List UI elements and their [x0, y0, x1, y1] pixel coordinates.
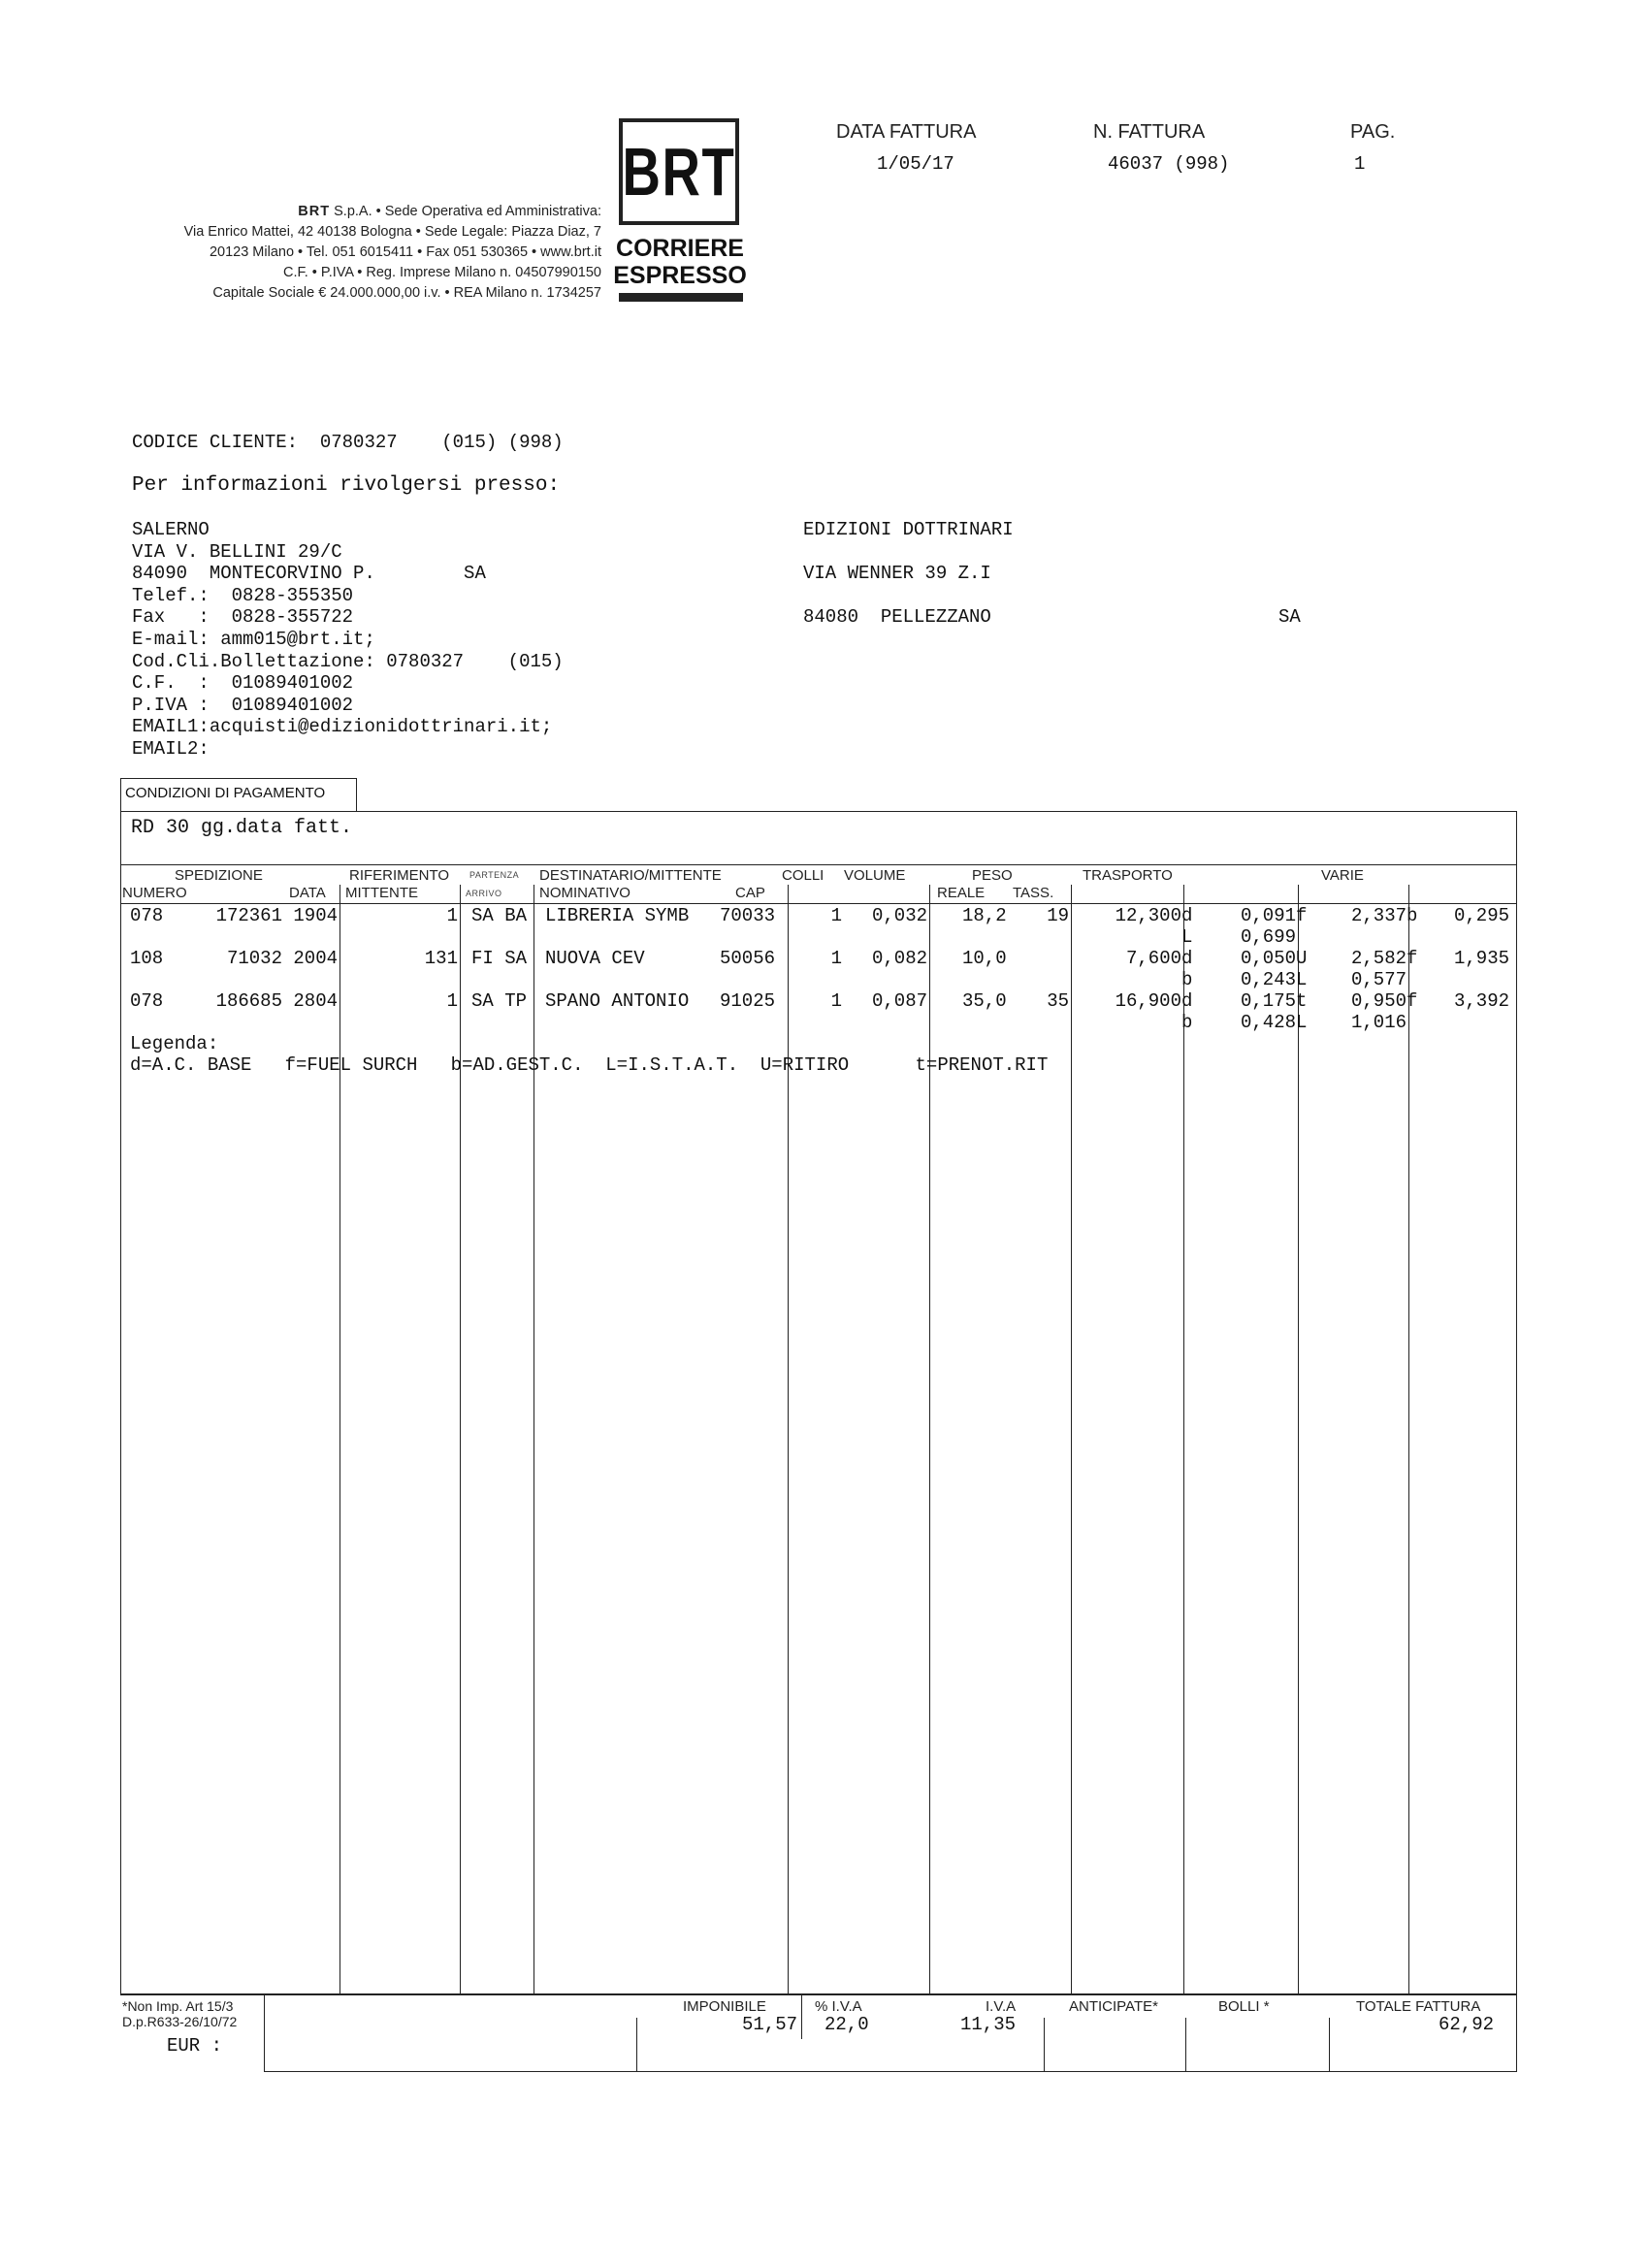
- cell-code: f: [1406, 990, 1418, 1012]
- office-line: Cod.Cli.Bollettazione: 0780327 (015): [132, 650, 564, 672]
- col-nominativo: NOMINATIVO: [539, 885, 630, 901]
- logo-sub-line: ESPRESSO: [613, 262, 747, 289]
- office-line: EMAIL2:: [132, 737, 210, 760]
- totals-divider: [1185, 2018, 1186, 2072]
- office-line: C.F. : 01089401002: [132, 672, 354, 695]
- office-line: Telef.: 0828-355350: [132, 584, 354, 606]
- cell-numero-data: 186685 2804: [215, 990, 338, 1012]
- cell-code: b: [1181, 969, 1193, 990]
- cell-partenza-arrivo: FI SA: [471, 948, 528, 969]
- office-line: E-mail: amm015@brt.it;: [132, 628, 375, 650]
- recipient-name: EDIZIONI DOTTRINARI: [803, 519, 1014, 540]
- cell-peso-reale: 35,0: [962, 990, 1007, 1012]
- info-line: Per informazioni rivolgersi presso:: [132, 474, 561, 497]
- col-divider: [1408, 885, 1409, 1994]
- table-row: [130, 905, 163, 926]
- cell-partenza-arrivo: SA TP: [471, 990, 528, 1012]
- cell-trasporto: 12,300: [1115, 905, 1181, 926]
- office-line: EMAIL1:acquisti@edizionidottrinari.it;: [132, 716, 553, 738]
- col-colli: COLLI: [782, 867, 824, 884]
- cell-code: f: [1406, 948, 1418, 969]
- iva-label: I.V.A: [986, 1998, 1017, 2015]
- cell-varie-1: 0,091: [1240, 905, 1296, 926]
- office-line: Fax : 0828-355722: [132, 606, 354, 629]
- office-line: SALERNO: [132, 519, 210, 540]
- cell-peso-tass: 35: [1047, 990, 1069, 1012]
- cell-varie-2: 0,577: [1350, 969, 1406, 990]
- cell-colli: 1: [830, 990, 842, 1012]
- cell-varie-1: 0,699: [1240, 926, 1296, 948]
- iva-value: 11,35: [960, 2014, 1017, 2035]
- col-peso: PESO: [972, 867, 1013, 884]
- invoice-date-label: DATA FATTURA: [836, 121, 977, 143]
- recipient-province: SA: [1278, 606, 1301, 628]
- cell-code: L: [1296, 969, 1308, 990]
- office-line: P.IVA : 01089401002: [132, 694, 354, 716]
- totals-divider: [636, 2018, 637, 2072]
- col-divider: [460, 885, 461, 1994]
- col-divider: [1298, 885, 1299, 1994]
- cell-varie-3: 3,392: [1453, 990, 1509, 1012]
- iva-perc-value: 22,0: [824, 2014, 869, 2035]
- cell-varie-1: 0,428: [1240, 1012, 1296, 1033]
- iva-perc-label: % I.V.A: [815, 1998, 862, 2015]
- recipient-city: 84080 PELLEZZANO: [803, 606, 991, 628]
- totals-divider: [1044, 2018, 1045, 2072]
- col-partenza: PARTENZA: [469, 870, 520, 880]
- cell-nominativo: NUOVA CEV: [545, 948, 645, 969]
- cell-nominativo: LIBRERIA SYMB: [545, 905, 690, 926]
- payment-box: [120, 811, 1517, 865]
- header-divider: [120, 903, 1517, 904]
- col-divider: [788, 885, 789, 1994]
- logo-subtitle: [611, 235, 749, 289]
- cell-cap: 91025: [720, 990, 776, 1012]
- footer-note: *Non Imp. Art 15/3: [122, 1998, 234, 2014]
- payment-label-tab: [120, 778, 357, 811]
- cell-rif: 1: [446, 905, 458, 926]
- cell-peso-reale: 10,0: [962, 948, 1007, 969]
- cell-varie-2: 2,582: [1350, 948, 1406, 969]
- totals-divider: [801, 1994, 802, 2039]
- cell-varie-2: 0,950: [1350, 990, 1406, 1012]
- cell-varie-1: 0,243: [1240, 969, 1296, 990]
- cell-serie: 078: [130, 905, 164, 926]
- cell-volume: 0,082: [871, 948, 927, 969]
- cell-trasporto: 16,900: [1115, 990, 1181, 1012]
- logo-sub-line: CORRIERE: [616, 235, 744, 262]
- cell-code: U: [1296, 948, 1308, 969]
- cell-colli: 1: [830, 905, 842, 926]
- cell-code: L: [1296, 1012, 1308, 1033]
- col-spedizione: SPEDIZIONE: [175, 867, 263, 884]
- cell-cap: 70033: [720, 905, 776, 926]
- client-code: CODICE CLIENTE: 0780327 (015) (998): [132, 432, 564, 453]
- brt-logo: [619, 118, 739, 225]
- cell-code: t: [1296, 990, 1308, 1012]
- cell-partenza-arrivo: SA BA: [471, 905, 528, 926]
- cell-varie-2: 2,337: [1350, 905, 1406, 926]
- totals-divider: [1329, 2018, 1330, 2072]
- payment-label: CONDIZIONI DI PAGAMENTO: [125, 785, 326, 801]
- company-line: 20123 Milano • Tel. 051 6015411 • Fax 051 530365 • www.brt.it: [209, 244, 601, 260]
- office-line: VIA V. BELLINI 29/C: [132, 540, 342, 563]
- invoice-number-label: N. FATTURA: [1093, 121, 1206, 143]
- footer-note: D.p.R633-26/10/72: [122, 2014, 238, 2029]
- cell-peso-tass: 19: [1047, 905, 1069, 926]
- cell-rif: 131: [424, 948, 458, 969]
- col-arrivo: ARRIVO: [466, 889, 502, 898]
- col-mittente: MITTENTE: [345, 885, 418, 901]
- col-riferimento: RIFERIMENTO: [349, 867, 450, 884]
- cell-trasporto: 7,600: [1125, 948, 1181, 969]
- invoice-date-value: 1/05/17: [877, 153, 954, 175]
- company-line: Capitale Sociale € 24.000.000,00 i.v. • REA Milano n. 1734257: [212, 285, 601, 301]
- company-info: [97, 202, 601, 304]
- office-line: 84090 MONTECORVINO P. SA: [132, 563, 486, 585]
- cell-cap: 50056: [720, 948, 776, 969]
- col-trasporto: TRASPORTO: [1083, 867, 1173, 884]
- col-data: DATA: [289, 885, 326, 901]
- cell-peso-reale: 18,2: [962, 905, 1007, 926]
- cell-nominativo: SPANO ANTONIO: [545, 990, 690, 1012]
- col-varie: VARIE: [1321, 867, 1364, 884]
- logo-text: BRT: [622, 134, 736, 210]
- page-value: 1: [1354, 153, 1366, 175]
- shipments-table: [120, 865, 1517, 1994]
- currency-label: EUR :: [167, 2035, 223, 2057]
- bolli-label: BOLLI *: [1218, 1998, 1270, 2015]
- cell-varie-3: 1,935: [1453, 948, 1509, 969]
- col-peso-tass: TASS.: [1013, 885, 1054, 901]
- office-block: [132, 519, 564, 761]
- company-line: BRT S.p.A. • Sede Operativa ed Amministrativa:: [298, 204, 601, 219]
- cell-numero-data: 172361 1904: [215, 905, 338, 926]
- cell-code: L: [1181, 926, 1193, 948]
- recipient-street: VIA WENNER 39 Z.I: [803, 563, 991, 584]
- cell-serie: 078: [130, 990, 164, 1012]
- cell-varie-2: 1,016: [1350, 1012, 1406, 1033]
- cell-code: b: [1406, 905, 1418, 926]
- cell-code: d: [1181, 948, 1193, 969]
- cell-code: f: [1296, 905, 1308, 926]
- page-label: PAG.: [1350, 121, 1396, 143]
- company-line: C.F. • P.IVA • Reg. Imprese Milano n. 04507990150: [282, 265, 601, 280]
- col-divider: [1183, 885, 1184, 1994]
- col-peso-reale: REALE: [937, 885, 986, 901]
- imponibile-label: IMPONIBILE: [683, 1998, 766, 2015]
- legend-title: Legenda:: [130, 1033, 219, 1054]
- logo-bar: [619, 293, 743, 302]
- cell-colli: 1: [830, 948, 842, 969]
- cell-numero-data: 71032 2004: [226, 948, 338, 969]
- company-line: Via Enrico Mattei, 42 40138 Bologna • Sede Legale: Piazza Diaz, 7: [183, 224, 601, 240]
- col-divider: [929, 885, 930, 1994]
- cell-varie-3: 0,295: [1453, 905, 1509, 926]
- cell-serie: 108: [130, 948, 164, 969]
- cell-volume: 0,087: [871, 990, 927, 1012]
- col-divider: [1071, 885, 1072, 1994]
- cell-varie-1: 0,050: [1240, 948, 1296, 969]
- cell-code: b: [1181, 1012, 1193, 1033]
- cell-volume: 0,032: [871, 905, 927, 926]
- cell-varie-1: 0,175: [1240, 990, 1296, 1012]
- invoice-number-value: 46037 (998): [1108, 153, 1230, 175]
- col-volume: VOLUME: [844, 867, 906, 884]
- cell-rif: 1: [446, 990, 458, 1012]
- legend-line: d=A.C. BASE f=FUEL SURCH b=AD.GEST.C. L=I.S.T.A.T. U=RITIRO t=PRENOT.RIT: [130, 1054, 1049, 1076]
- col-cap: CAP: [735, 885, 765, 901]
- col-destinatario: DESTINATARIO/MITTENTE: [539, 867, 722, 884]
- col-numero: NUMERO: [122, 885, 187, 901]
- anticipate-label: ANTICIPATE*: [1069, 1998, 1158, 2015]
- imponibile-value: 51,57: [741, 2014, 797, 2035]
- cell-code: d: [1181, 905, 1193, 926]
- totale-label: TOTALE FATTURA: [1356, 1998, 1481, 2015]
- payment-value: RD 30 gg.data fatt.: [131, 817, 353, 839]
- cell-code: d: [1181, 990, 1193, 1012]
- totale-value: 62,92: [1438, 2014, 1494, 2035]
